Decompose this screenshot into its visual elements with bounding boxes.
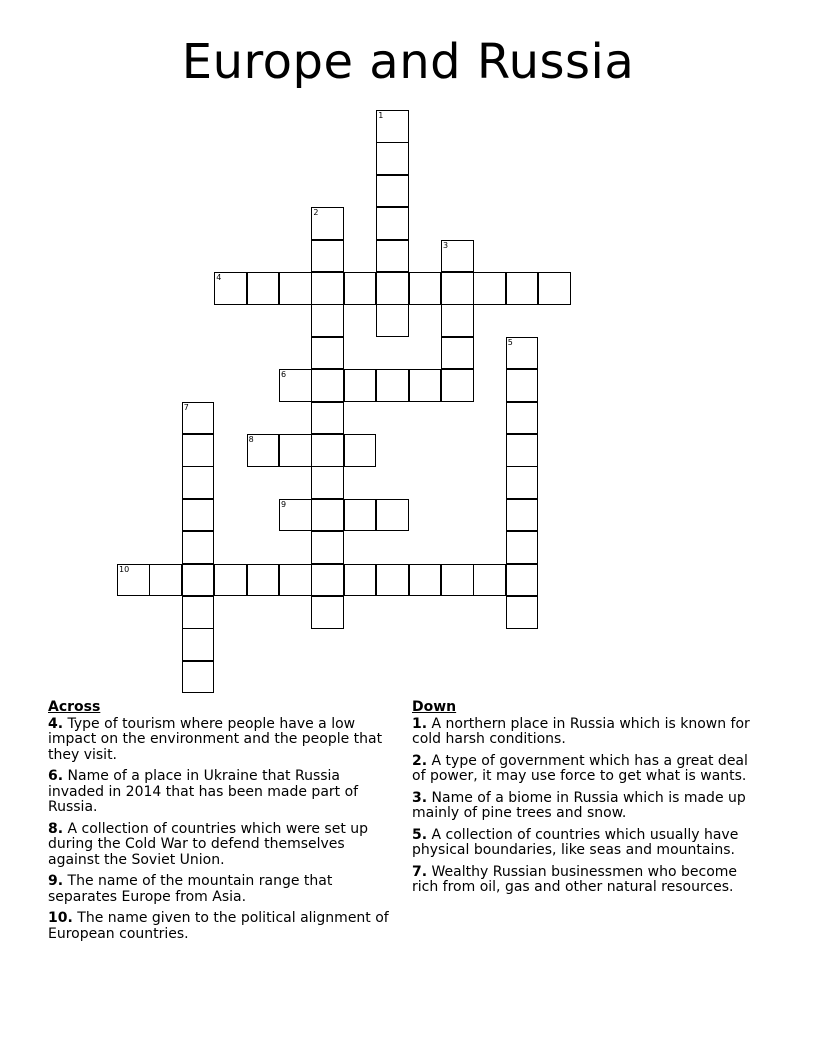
cell-number: 8 — [248, 435, 254, 444]
clue-down-5: 5. A collection of countries which usually have physical boundaries, like seas and mountains. — [412, 826, 739, 858]
grid-cell[interactable] — [506, 531, 539, 564]
grid-cell[interactable] — [182, 466, 215, 499]
grid-cell[interactable] — [311, 272, 344, 305]
grid-cell[interactable] — [279, 499, 312, 532]
grid-cell[interactable] — [182, 402, 215, 435]
grid-cell[interactable] — [506, 272, 539, 305]
grid-cell[interactable] — [376, 240, 409, 273]
grid-cell[interactable] — [117, 564, 150, 597]
grid-cell[interactable] — [182, 628, 215, 661]
grid-cell[interactable] — [182, 531, 215, 564]
clue-across-9: 9. The name of the mountain range that separates Europe from Asia. — [48, 873, 333, 905]
cell-number: 1 — [378, 111, 384, 120]
grid-cell[interactable] — [182, 434, 215, 467]
grid-cell[interactable] — [214, 272, 247, 305]
grid-cell[interactable] — [409, 564, 442, 597]
grid-cell[interactable] — [344, 369, 377, 402]
grid-cell[interactable] — [473, 272, 506, 305]
cell-number: 7 — [183, 402, 189, 412]
grid-cell[interactable] — [506, 369, 539, 402]
grid-cell[interactable] — [247, 434, 280, 467]
clue-down-3: 3. Name of a biome in Russia which is made up mainly of pine trees and snow. — [412, 789, 746, 821]
grid-cell[interactable] — [376, 499, 409, 532]
grid-cell[interactable] — [149, 564, 182, 597]
grid-cell[interactable] — [376, 304, 409, 337]
grid-cell[interactable] — [182, 499, 215, 532]
grid-cell[interactable] — [376, 564, 409, 597]
grid-cell[interactable] — [214, 564, 247, 597]
grid-cell[interactable] — [311, 240, 344, 273]
grid-cell[interactable] — [279, 369, 312, 402]
down-heading: Down — [412, 699, 457, 715]
grid-cell[interactable] — [506, 337, 539, 370]
grid-cell[interactable] — [409, 369, 442, 402]
grid-cell[interactable] — [279, 564, 312, 597]
grid-cell[interactable] — [376, 175, 409, 208]
grid-cell[interactable] — [182, 564, 215, 597]
grid-cell[interactable] — [247, 564, 280, 597]
across-heading: Across — [48, 699, 101, 715]
grid-cell[interactable] — [279, 434, 312, 467]
cell-number: 9 — [281, 499, 287, 509]
grid-cell[interactable] — [311, 304, 344, 337]
grid-cell[interactable] — [441, 337, 474, 370]
cell-number: 3 — [443, 240, 449, 250]
clue-down-2: 2. A type of government which has a great deal of power, it may use force to get what is wants. — [412, 752, 748, 784]
grid-cell[interactable] — [506, 434, 539, 467]
clue-across-6: 6. Name of a place in Ukraine that Russia invaded in 2014 that has been made part of Russia. — [48, 768, 359, 815]
clue-across-10: 10. The name given to the political alignment of European countries. — [48, 910, 389, 942]
grid-cell[interactable] — [441, 369, 474, 402]
cell-number: 10 — [119, 564, 130, 574]
grid-cell[interactable] — [182, 596, 215, 629]
cell-number: 2 — [313, 208, 319, 218]
grid-cell[interactable] — [376, 110, 409, 143]
grid-cell[interactable] — [311, 564, 344, 597]
grid-cell[interactable] — [506, 596, 539, 629]
grid-cell[interactable] — [247, 272, 280, 305]
grid-cell[interactable] — [344, 499, 377, 532]
across-clues — [48, 700, 400, 948]
cell-number: 5 — [507, 337, 513, 347]
grid-cell[interactable] — [311, 434, 344, 467]
grid-cell[interactable] — [376, 369, 409, 402]
down-clues — [412, 700, 764, 902]
grid-cell[interactable] — [376, 272, 409, 305]
grid-cell[interactable] — [506, 499, 539, 532]
grid-cell[interactable] — [376, 142, 409, 175]
grid-cell[interactable] — [311, 402, 344, 435]
clue-down-7: 7. Wealthy Russian businessmen who become rich from oil, gas and other natural resources. — [412, 863, 738, 895]
grid-cell[interactable] — [441, 272, 474, 305]
grid-cell[interactable] — [441, 240, 474, 273]
grid-cell[interactable] — [279, 272, 312, 305]
grid-cell[interactable] — [344, 272, 377, 305]
grid-cell[interactable] — [311, 499, 344, 532]
cell-number: 4 — [216, 273, 222, 282]
grid-cell[interactable] — [311, 369, 344, 402]
grid-cell[interactable] — [506, 402, 539, 435]
grid-cell[interactable] — [441, 304, 474, 337]
grid-cell[interactable] — [182, 661, 215, 694]
grid-cell[interactable] — [506, 466, 539, 499]
page-title: Europe and Russia — [181, 34, 635, 90]
grid-cell[interactable] — [409, 272, 442, 305]
grid-cell[interactable] — [344, 564, 377, 597]
cell-number: 6 — [281, 370, 287, 380]
grid-cell[interactable] — [311, 207, 344, 240]
clue-across-8: 8. A collection of countries which were set up during the Cold War to defend themselves against the Soviet Union. — [48, 820, 369, 868]
grid-cell[interactable] — [441, 564, 474, 597]
grid-cell[interactable] — [311, 337, 344, 370]
grid-cell[interactable] — [311, 596, 344, 629]
clue-down-1: 1. A northern place in Russia which is known for cold harsh conditions. — [412, 715, 750, 747]
grid-cell[interactable] — [376, 207, 409, 240]
clue-across-4: 4. Type of tourism where people have a low impact on the environment and the people that they visit. — [48, 715, 383, 763]
grid-cell[interactable] — [344, 434, 377, 467]
grid-cell[interactable] — [506, 564, 539, 597]
grid-cell[interactable] — [473, 564, 506, 597]
grid-cell[interactable] — [311, 466, 344, 499]
grid-cell[interactable] — [538, 272, 571, 305]
grid-cell[interactable] — [311, 531, 344, 564]
